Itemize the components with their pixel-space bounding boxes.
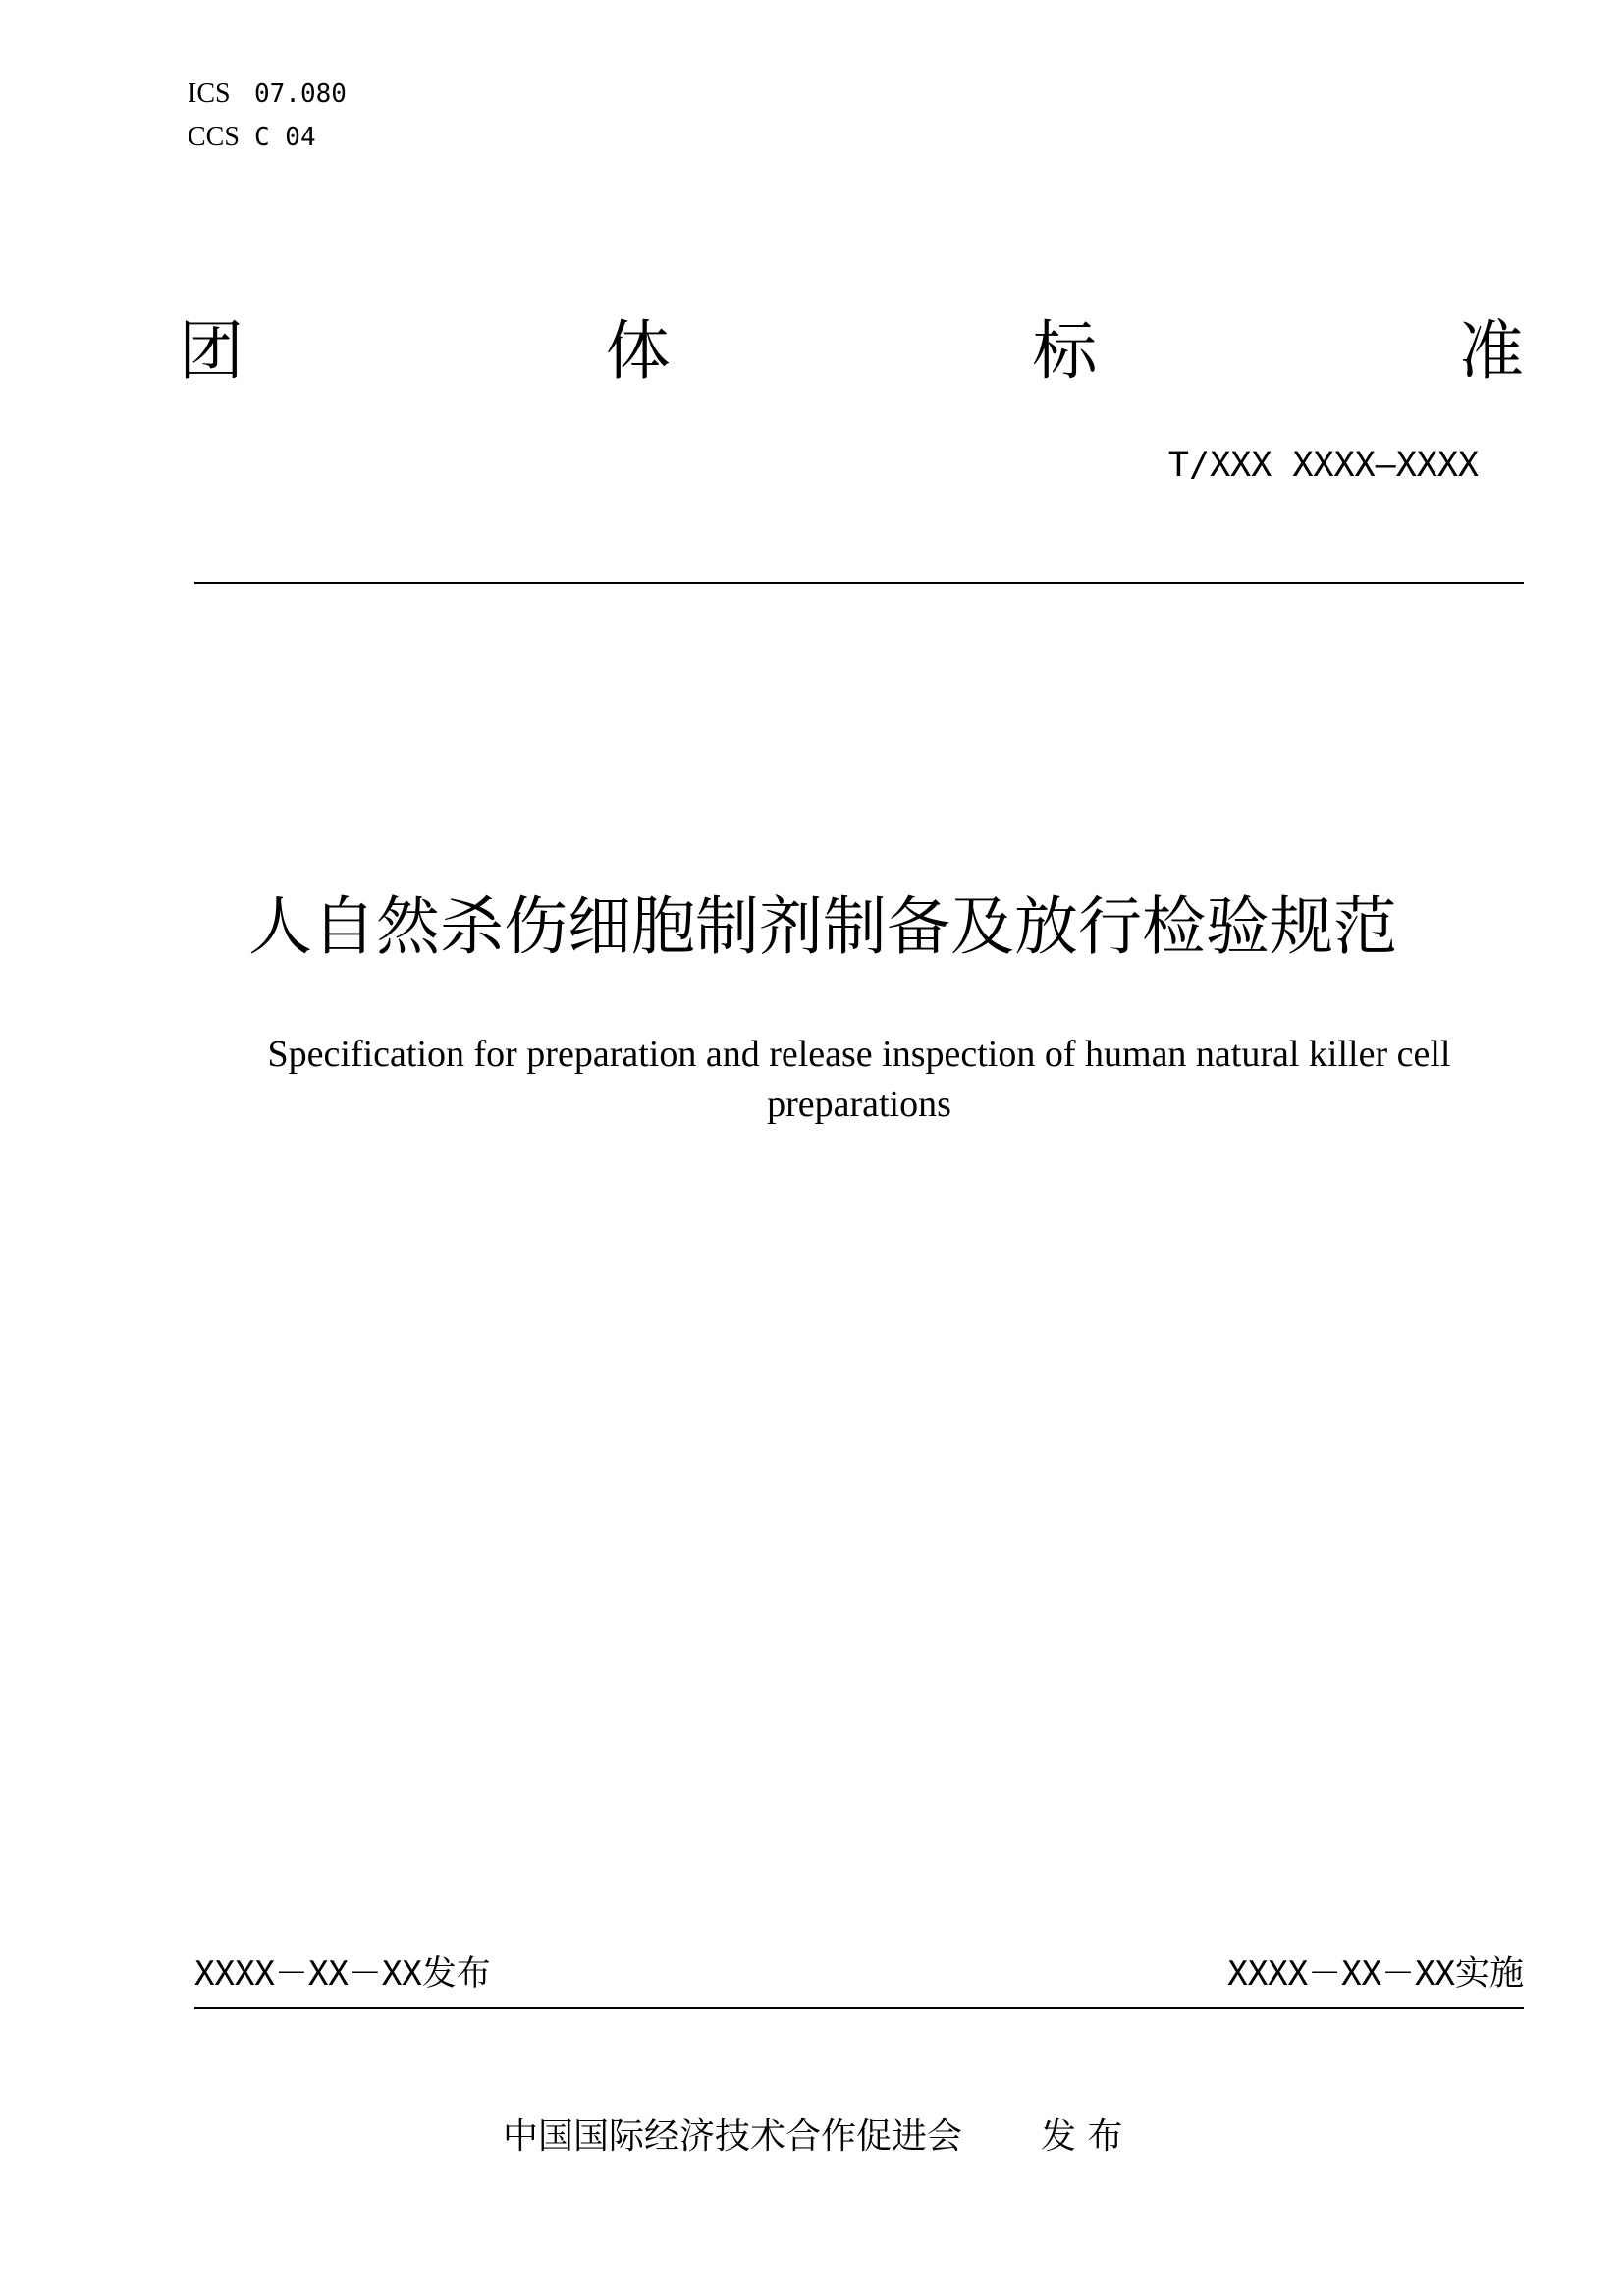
ics-value: 07.080 xyxy=(254,80,347,109)
publish-date-line xyxy=(194,1956,491,1992)
ccs-label: CCS xyxy=(188,122,240,152)
heading-char: 准 xyxy=(1458,313,1524,389)
heading-char: 标 xyxy=(1032,313,1098,389)
top-divider xyxy=(194,582,1524,584)
chinese-title: 人自然杀伤细胞制剂制备及放行检验规范 xyxy=(247,890,1397,964)
heading-char: 团 xyxy=(179,313,244,389)
bottom-divider xyxy=(194,2007,1524,2009)
english-title: Specification for preparation and release inspection of human natural killer cell preparations xyxy=(267,1034,1451,1125)
publisher-line xyxy=(503,2116,1123,2157)
implement-date-line xyxy=(1227,1956,1524,1992)
ccs-value: C 04 xyxy=(254,123,316,152)
implement-date: XXXX－XX－XX xyxy=(1227,1954,1455,1994)
standard-type-heading xyxy=(179,312,1524,391)
publisher-organization: 中国国际经济技术合作促进会 xyxy=(503,2116,963,2157)
ics-code xyxy=(188,80,347,108)
standard-number: T/XXX XXXX—XXXX xyxy=(1167,446,1479,485)
ccs-code xyxy=(188,124,316,151)
publish-date: XXXX－XX－XX xyxy=(194,1954,422,1994)
implement-label: 实施 xyxy=(1454,1954,1524,1994)
publisher-action: 发 布 xyxy=(1041,2116,1123,2157)
ics-label: ICS xyxy=(188,79,231,109)
heading-char: 体 xyxy=(605,313,671,389)
publish-label: 发布 xyxy=(421,1954,491,1994)
